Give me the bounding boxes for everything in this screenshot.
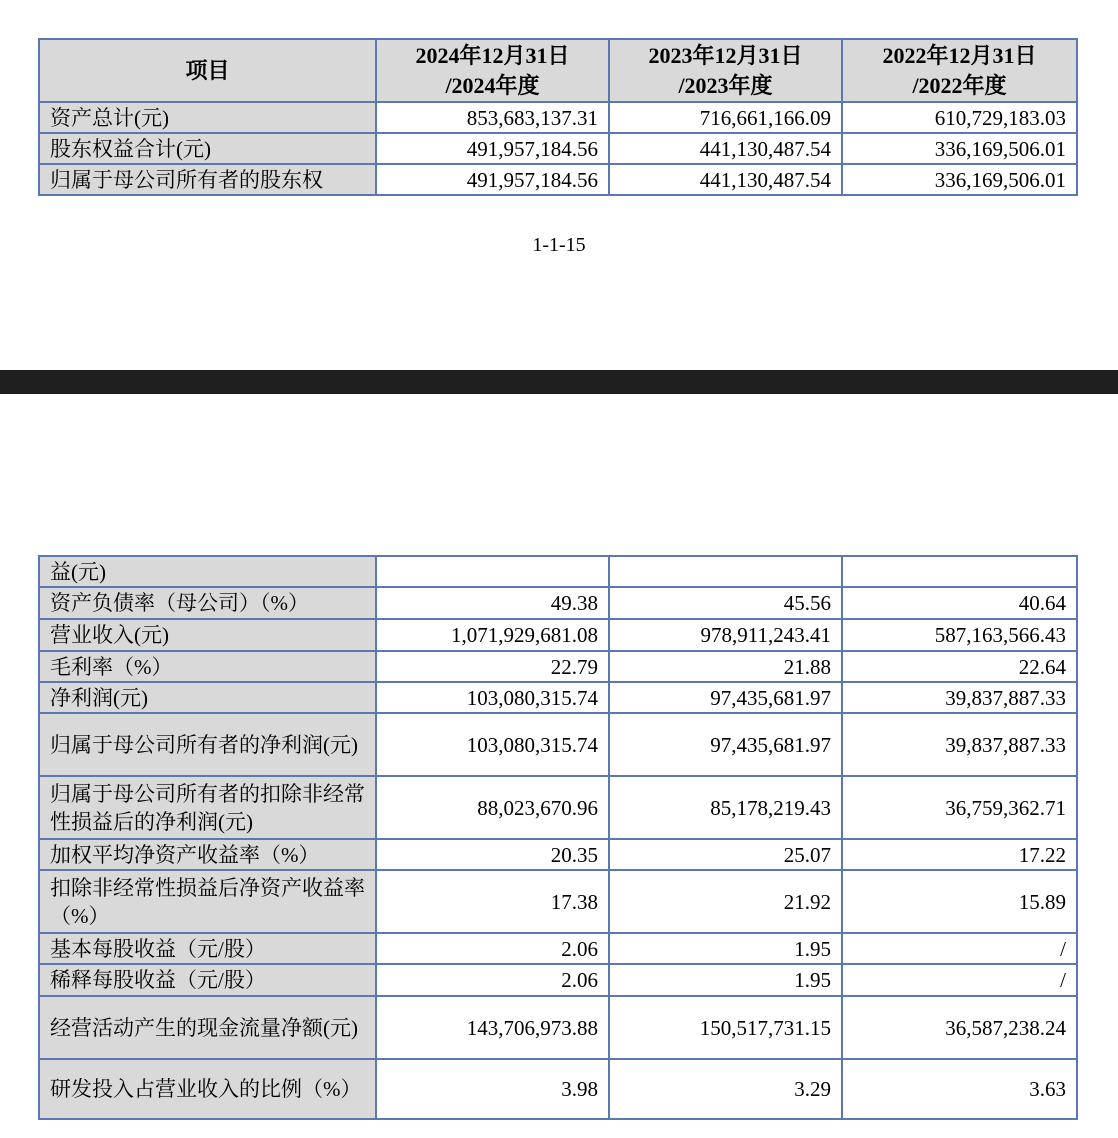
value-2024: 491,957,184.56 bbox=[376, 133, 609, 164]
table-row bbox=[39, 1059, 1077, 1119]
row-label: 经营活动产生的现金流量净额(元) bbox=[39, 996, 376, 1059]
value-2022: 40.64 bbox=[842, 587, 1077, 619]
value-2023: 3.29 bbox=[609, 1059, 842, 1119]
row-label: 净利润(元) bbox=[39, 682, 376, 713]
value-2024: 22.79 bbox=[376, 651, 609, 682]
value-2024: 491,957,184.56 bbox=[376, 164, 609, 195]
table-row bbox=[39, 933, 1077, 964]
value-2023: 1.95 bbox=[609, 964, 842, 996]
table-row bbox=[39, 651, 1077, 682]
value-2022: / bbox=[842, 964, 1077, 996]
table-row bbox=[39, 556, 1077, 587]
table-row bbox=[39, 964, 1077, 996]
row-label: 归属于母公司所有者的股东权 bbox=[39, 164, 376, 195]
header-row bbox=[39, 39, 1077, 102]
value-2022: 39,837,887.33 bbox=[842, 713, 1077, 776]
header-2022-year: /2022年度 bbox=[912, 72, 1007, 98]
value-2023: 97,435,681.97 bbox=[609, 682, 842, 713]
financial-table-top bbox=[38, 38, 1078, 196]
value-2024: 2.06 bbox=[376, 964, 609, 996]
row-label: 研发投入占营业收入的比例（%） bbox=[39, 1059, 376, 1119]
value-2022: 587,163,566.43 bbox=[842, 619, 1077, 651]
table-row bbox=[39, 102, 1077, 133]
value-2022 bbox=[842, 556, 1077, 587]
value-2024: 103,080,315.74 bbox=[376, 682, 609, 713]
value-2023: 441,130,487.54 bbox=[609, 164, 842, 195]
value-2023 bbox=[609, 556, 842, 587]
header-2024-year: /2024年度 bbox=[445, 72, 540, 98]
value-2022: 15.89 bbox=[842, 870, 1077, 933]
value-2023: 21.92 bbox=[609, 870, 842, 933]
table-row bbox=[39, 776, 1077, 839]
row-label: 扣除非经常性损益后净资产收益率（%） bbox=[39, 870, 376, 933]
value-2022: 336,169,506.01 bbox=[842, 133, 1077, 164]
value-2023: 97,435,681.97 bbox=[609, 713, 842, 776]
table-row bbox=[39, 682, 1077, 713]
header-item: 项目 bbox=[39, 39, 376, 102]
header-2023 bbox=[609, 39, 842, 102]
row-label: 资产负债率（母公司）（%） bbox=[39, 587, 376, 619]
row-label: 加权平均净资产收益率（%） bbox=[39, 839, 376, 870]
row-label: 益(元) bbox=[39, 556, 376, 587]
table-row bbox=[39, 164, 1077, 195]
value-2024: 853,683,137.31 bbox=[376, 102, 609, 133]
value-2023: 25.07 bbox=[609, 839, 842, 870]
header-2023-year: /2023年度 bbox=[678, 72, 773, 98]
value-2022: 336,169,506.01 bbox=[842, 164, 1077, 195]
table-row bbox=[39, 619, 1077, 651]
header-2023-date: 2023年12月31日 bbox=[648, 42, 803, 68]
value-2022: 3.63 bbox=[842, 1059, 1077, 1119]
row-label: 归属于母公司所有者的扣除非经常性损益后的净利润(元) bbox=[39, 776, 376, 839]
table-row bbox=[39, 996, 1077, 1059]
value-2023: 1.95 bbox=[609, 933, 842, 964]
value-2024 bbox=[376, 556, 609, 587]
value-2023: 45.56 bbox=[609, 587, 842, 619]
value-2024: 17.38 bbox=[376, 870, 609, 933]
value-2022: 36,587,238.24 bbox=[842, 996, 1077, 1059]
table-row bbox=[39, 587, 1077, 619]
value-2022: 39,837,887.33 bbox=[842, 682, 1077, 713]
header-2024 bbox=[376, 39, 609, 102]
value-2023: 150,517,731.15 bbox=[609, 996, 842, 1059]
row-label: 归属于母公司所有者的净利润(元) bbox=[39, 713, 376, 776]
table-row bbox=[39, 870, 1077, 933]
value-2022: 610,729,183.03 bbox=[842, 102, 1077, 133]
value-2024: 20.35 bbox=[376, 839, 609, 870]
page-number: 1-1-15 bbox=[532, 234, 586, 256]
value-2024: 143,706,973.88 bbox=[376, 996, 609, 1059]
value-2023: 21.88 bbox=[609, 651, 842, 682]
table-row bbox=[39, 839, 1077, 870]
value-2022: 22.64 bbox=[842, 651, 1077, 682]
value-2024: 49.38 bbox=[376, 587, 609, 619]
page-divider bbox=[0, 370, 1118, 394]
row-label: 基本每股收益（元/股） bbox=[39, 933, 376, 964]
row-label: 毛利率（%） bbox=[39, 651, 376, 682]
table-row bbox=[39, 713, 1077, 776]
header-2022-date: 2022年12月31日 bbox=[882, 42, 1037, 68]
value-2024: 2.06 bbox=[376, 933, 609, 964]
row-label: 稀释每股收益（元/股） bbox=[39, 964, 376, 996]
row-label: 股东权益合计(元) bbox=[39, 133, 376, 164]
value-2024: 88,023,670.96 bbox=[376, 776, 609, 839]
financial-table-bottom bbox=[38, 555, 1078, 1120]
value-2023: 441,130,487.54 bbox=[609, 133, 842, 164]
page-gap bbox=[0, 394, 1118, 554]
value-2023: 978,911,243.41 bbox=[609, 619, 842, 651]
header-2024-date: 2024年12月31日 bbox=[415, 42, 570, 68]
value-2022: / bbox=[842, 933, 1077, 964]
value-2022: 36,759,362.71 bbox=[842, 776, 1077, 839]
value-2022: 17.22 bbox=[842, 839, 1077, 870]
value-2023: 716,661,166.09 bbox=[609, 102, 842, 133]
value-2024: 103,080,315.74 bbox=[376, 713, 609, 776]
table-row bbox=[39, 133, 1077, 164]
value-2023: 85,178,219.43 bbox=[609, 776, 842, 839]
value-2024: 3.98 bbox=[376, 1059, 609, 1119]
row-label: 资产总计(元) bbox=[39, 102, 376, 133]
header-2022 bbox=[842, 39, 1077, 102]
row-label: 营业收入(元) bbox=[39, 619, 376, 651]
value-2024: 1,071,929,681.08 bbox=[376, 619, 609, 651]
